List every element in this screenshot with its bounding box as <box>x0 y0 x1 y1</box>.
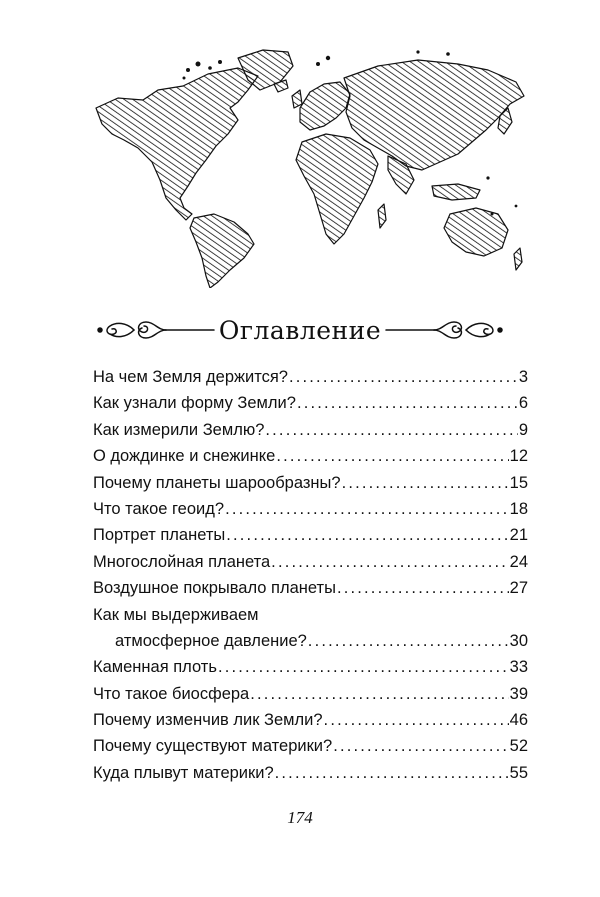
toc-entry-multiline[interactable] <box>93 602 528 628</box>
europe-shape <box>300 82 350 130</box>
toc-entry[interactable] <box>93 470 528 496</box>
toc-entry-page: 9 <box>518 420 528 439</box>
toc-entry-title: На чем Земля держится? <box>93 368 288 386</box>
toc-entry-title: Портрет планеты <box>93 526 226 545</box>
toc-entry-title: Почему существуют материки? <box>93 737 333 756</box>
toc-entry-title: Как мы выдерживаем <box>93 605 259 624</box>
toc-entry-title: Почему планеты шарообразны? <box>93 473 341 492</box>
toc-entry-page: 55 <box>509 763 528 782</box>
toc-entry-page: 39 <box>509 684 528 703</box>
madagascar-shape <box>378 204 386 228</box>
toc-dot-leader <box>225 496 509 522</box>
toc-entry[interactable] <box>93 707 528 733</box>
toc-entry-page: 33 <box>509 658 528 677</box>
toc-entry-title: Воздушное покрывало планеты <box>93 579 336 598</box>
uk-shape <box>292 90 302 108</box>
toc-entry-page: 15 <box>509 473 528 492</box>
toc-entry-page: 6 <box>518 394 528 413</box>
toc-dot-leader <box>276 443 508 469</box>
toc-entry[interactable] <box>93 575 528 601</box>
toc-entry[interactable] <box>93 733 528 759</box>
north-america-shape <box>96 68 258 220</box>
south-america-shape <box>190 214 254 288</box>
indonesia-shape <box>432 184 480 200</box>
toc-entry-page: 46 <box>509 711 528 730</box>
toc-entry-title: Куда плывут материки? <box>93 763 274 782</box>
toc-entry-page: 18 <box>509 499 528 518</box>
toc-entry-title: Каменная плоть <box>93 658 217 677</box>
toc-dot-leader <box>218 654 509 680</box>
toc-entry-page: 3 <box>518 368 528 386</box>
toc-entry-page: 12 <box>509 447 528 466</box>
toc-dot-leader <box>289 364 518 390</box>
toc-dot-leader <box>337 575 509 601</box>
toc-entry-continuation[interactable] <box>93 628 528 654</box>
toc-entry[interactable] <box>93 417 528 443</box>
toc-entry[interactable] <box>93 443 528 469</box>
toc-entry-page: 24 <box>509 552 528 571</box>
table-of-contents <box>93 364 528 786</box>
toc-dot-leader <box>271 549 508 575</box>
toc-entry-title: Как узнали форму Земли? <box>93 394 296 413</box>
toc-dot-leader <box>308 628 509 654</box>
toc-dot-leader <box>297 390 518 416</box>
toc-entry-title: Многослойная планета <box>93 552 271 571</box>
toc-heading-title: Оглавление <box>218 316 382 345</box>
toc-entry-title: О дождинке и снежинке <box>93 447 276 466</box>
toc-entry[interactable] <box>93 760 528 786</box>
toc-dot-leader <box>275 760 509 786</box>
toc-dot-leader <box>250 681 508 707</box>
australia-shape <box>444 208 508 256</box>
toc-heading <box>96 312 504 352</box>
toc-entry-page: 30 <box>509 631 528 650</box>
africa-shape <box>296 134 378 244</box>
toc-dot-leader <box>265 417 517 443</box>
toc-entry[interactable] <box>93 390 528 416</box>
page-number: 174 <box>287 808 313 827</box>
toc-entry-page: 52 <box>509 737 528 756</box>
toc-entry[interactable] <box>93 654 528 680</box>
toc-entry[interactable] <box>93 522 528 548</box>
toc-entry-page: 27 <box>509 579 528 598</box>
toc-dot-leader <box>324 707 509 733</box>
toc-entry[interactable] <box>93 681 528 707</box>
toc-entry-title: Почему изменчив лик Земли? <box>93 711 323 730</box>
toc-entry[interactable] <box>93 496 528 522</box>
toc-entry-title: Как измерили Землю? <box>93 420 265 439</box>
toc-entry-title-continued: атмосферное давление? <box>115 631 307 650</box>
toc-entry-page: 21 <box>509 526 528 545</box>
toc-dot-leader <box>342 470 509 496</box>
world-map-illustration <box>88 38 528 288</box>
toc-entry-title: Что такое биосфера <box>93 684 250 703</box>
toc-entry-title: Что такое геоид? <box>93 499 225 518</box>
toc-entry[interactable] <box>93 549 528 575</box>
toc-dot-leader <box>333 733 508 759</box>
toc-dot-leader <box>226 522 508 548</box>
toc-entry[interactable] <box>93 364 528 390</box>
ornament-right-icon <box>384 316 504 344</box>
new-zealand-shape <box>514 248 522 270</box>
